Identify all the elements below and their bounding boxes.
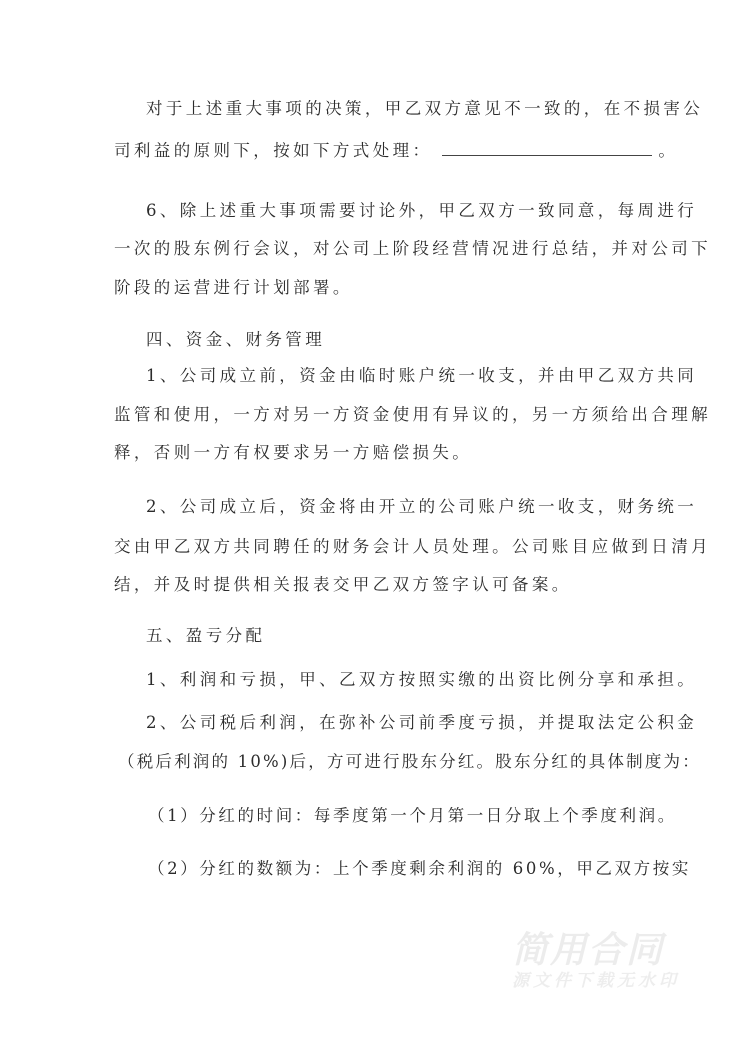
paragraph-line: 释，否则一方有权要求另一方赔偿损失。 [114, 443, 473, 462]
paragraph-line: 监管和使用，一方对另一方资金使用有异议的，另一方须给出合理解 [114, 405, 711, 424]
section-heading: 四、资金、财务管理 [146, 330, 326, 349]
paragraph-line: 2、公司成立后，资金将由开立的公司账户统一收支，财务统一 [146, 497, 698, 516]
watermark-subtitle: 源文件下载无水印 [512, 971, 680, 991]
watermark-title: 简用合同 [512, 930, 665, 971]
paragraph-line: （税后利润的 10%)后，方可进行股东分红。股东分红的具体制度为： [118, 752, 701, 771]
paragraph-line: 对于上述重大事项的决策，甲乙双方意见不一致的，在不损害公 [146, 99, 704, 118]
paragraph-line: 1、利润和亏损，甲、乙双方按照实缴的出资比例分享和承担。 [146, 670, 698, 689]
paragraph-line: 6、除上述重大事项需要讨论外，甲乙双方一致同意，每周进行 [146, 201, 698, 220]
fill-in-blank[interactable] [442, 141, 652, 156]
paragraph-line: （1）分红的时间：每季度第一个月第一日分取上个季度利润。 [148, 806, 677, 825]
period: 。 [658, 141, 679, 160]
paragraph-line: 阶段的运营进行计划部署。 [114, 278, 353, 297]
section-heading: 五、盈亏分配 [146, 626, 266, 645]
paragraph-line: 1、公司成立前，资金由临时账户统一收支，并由甲乙双方共同 [146, 366, 698, 385]
line-text: 司利益的原则下，按如下方式处理： [114, 141, 433, 160]
paragraph-line: 一次的股东例行会议，对公司上阶段经营情况进行总结，并对公司下 [114, 239, 711, 258]
paragraph-line [114, 140, 679, 162]
paragraph-line: 2、公司税后利润，在弥补公司前季度亏损，并提取法定公积金 [146, 713, 698, 732]
paragraph-line: 交由甲乙双方共同聘任的财务会计人员处理。公司账目应做到日清月 [114, 537, 711, 556]
paragraph-line: 结，并及时提供相关报表交甲乙双方签字认可备案。 [114, 575, 572, 594]
paragraph-line: （2）分红的数额为：上个季度剩余利润的 60%，甲乙双方按实 [148, 859, 691, 878]
